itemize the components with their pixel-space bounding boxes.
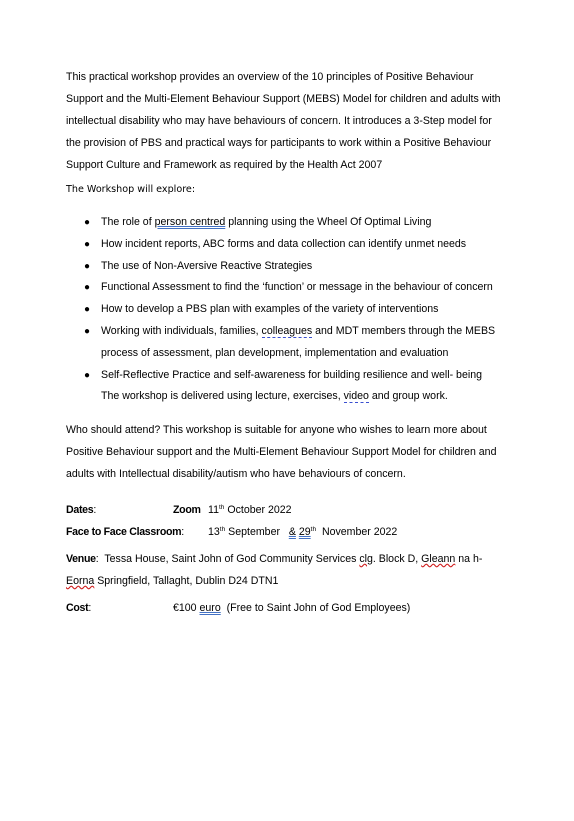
intro-paragraph — [66, 66, 526, 176]
list-item: ● Working with individuals, families, colleagues and MDT members through the MEBS process of assessment, plan development, implementation and evaluation — [84, 321, 534, 365]
delivery-line: The workshop is delivered using lecture, exercises, video and group work. — [101, 390, 448, 403]
venue-block: Venue: Tessa House, Saint John of God Community Services clg. Block D, Gleann na h- Eorna Springfield, Tallaght, Dublin D24 DTN1 — [66, 553, 483, 587]
list-item: ● How incident reports, ABC forms and data collection can identify unmet needs — [84, 234, 534, 256]
intro-line: This practical workshop provides an overview of the 10 principles of Positive Behaviour — [66, 71, 474, 83]
list-item: ● Functional Assessment to find the ‘function’ or message in the behaviour of concern — [84, 277, 534, 299]
bullet-icon: ● — [84, 217, 91, 228]
topics-list — [84, 212, 534, 408]
intro-line: intellectual disability who may have behaviours of concern. It introduces a 3-Step model for — [66, 115, 492, 127]
intro-line: the provision of PBS and practical ways for participants to work within a Positive Behaviour — [66, 137, 492, 149]
dates-label: Dates — [66, 504, 94, 516]
explore-heading: The Workshop will explore: — [66, 184, 196, 195]
bullet-icon: ● — [84, 325, 91, 337]
intro-line: Support and the Multi-Element Behaviour Support (MEBS) Model for children and adults with — [66, 93, 501, 105]
intro-line: Support Culture and Framework as required by the Health Act 2007 — [66, 159, 383, 171]
bullet-icon: ● — [84, 238, 91, 250]
cost-value: €100 euro (Free to Saint John of God Employees) — [173, 602, 411, 614]
cost-row: Cost: €100 euro (Free to Saint John of God Employees) — [66, 602, 411, 614]
list-item: ● How to develop a PBS plan with examples of the variety of interventions — [84, 299, 534, 321]
classroom-dates: 13th September & 29th November 2022 — [208, 526, 398, 538]
list-item: ● The role of person centred planning using the Wheel Of Optimal Living — [84, 212, 534, 234]
list-item: ● Self-Reflective Practice and self-awareness for building resilience and well- being — [84, 365, 534, 387]
bullet-icon: ● — [84, 304, 91, 316]
venue-label: Venue — [66, 553, 96, 565]
dates-row: Dates: Zoom 11th October 2022 — [66, 504, 292, 516]
list-item: ● The use of Non-Aversive Reactive Strategies — [84, 256, 534, 278]
audience-paragraph: Who should attend? This workshop is suitable for anyone who wishes to learn more about Positive Behaviour support and the Multi-Element Behaviour Support Model for children and adults with Intellectual disability/autism who have behaviours of concern. — [66, 424, 497, 480]
classroom-label: Face to Face Classroom — [66, 526, 182, 538]
zoom-date: 11th October 2022 — [208, 504, 292, 516]
zoom-label: Zoom — [173, 504, 201, 516]
bullet-icon: ● — [84, 282, 91, 294]
cost-label: Cost — [66, 602, 89, 614]
bullet-icon: ● — [84, 369, 91, 381]
classroom-row: Face to Face Classroom: 13th September & 29th November 2022 — [66, 526, 398, 538]
bullet-icon: ● — [84, 260, 91, 272]
